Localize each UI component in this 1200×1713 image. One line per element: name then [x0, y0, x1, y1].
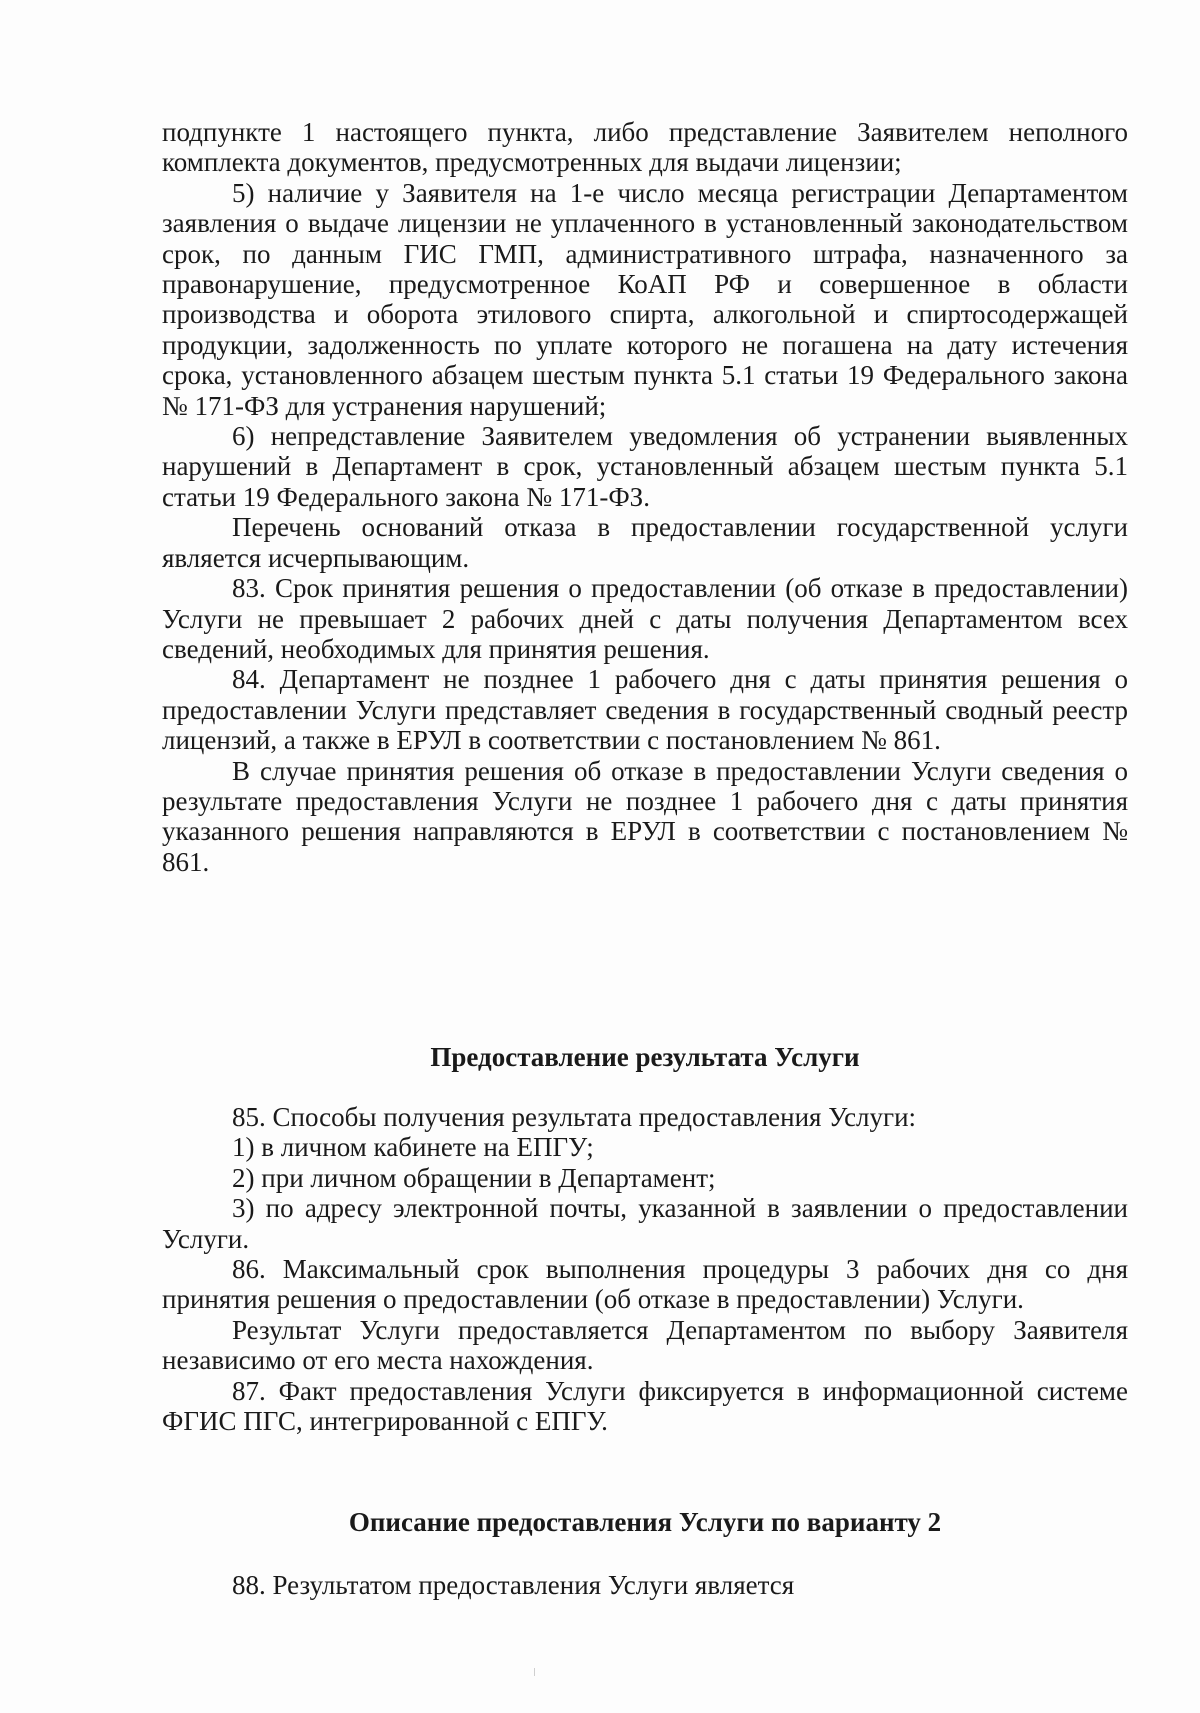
- paragraph-86: 86. Максимальный срок выполнения процедуры 3 рабочих дня со дня принятия решения о предоставлении (об отказе в предоставлении) Услуги.: [162, 1254, 1128, 1315]
- paragraph-result-delivery: Результат Услуги предоставляется Департаментом по выбору Заявителя независимо от его места нахождения.: [162, 1314, 1128, 1376]
- paragraph-87: 87. Факт предоставления Услуги фиксируется в информационной системе ФГИС ПГС, интегрированной с ЕПГУ.: [162, 1375, 1128, 1437]
- list-item-2: 2) при личном обращении в Департамент;: [232, 1162, 716, 1193]
- top-text-block: [162, 117, 1128, 877]
- paragraph-item-5: 5) наличие у Заявителя на 1-е число месяца регистрации Департаментом заявления о выдаче лицензии не уплаченного в установленный законодательством срок, по данным ГИС ГМП, административного штрафа, назначенного за правонарушение, предусмотренное КоАП РФ и совершенное в области производства и оборота этилового спирта, алкогольной и спиртосодержащей продукции, задолженность по уплате которого не погашена на дату истечения срока, установленного абзацем шестым пункта 5.1 статьи 19 Федерального закона № 171-ФЗ для устранения нарушений;: [162, 177, 1128, 421]
- paragraph-88: 88. Результатом предоставления Услуги является: [232, 1570, 795, 1600]
- section-heading-variant-2: Описание предоставления Услуги по варианту 2: [348, 1507, 942, 1537]
- paragraph-continuation: подпункте 1 настоящего пункта, либо представление Заявителем неполного комплекта документов, предусмотренных для выдачи лицензии;: [162, 117, 1128, 178]
- paragraph-refusal-case: В случае принятия решения об отказе в предоставлении Услуги сведения о результате предоставления Услуги не позднее 1 рабочего дня с даты принятия указанного решения направляются в ЕРУЛ в соответствии с постановлением № 861.: [162, 755, 1128, 877]
- section-heading-result: Предоставление результата Услуги: [430, 1042, 860, 1072]
- paragraph-item-6: 6) непредставление Заявителем уведомления об устранении выявленных нарушений в Департамент в срок, установленный абзацем шестым пункта 5.1 статьи 19 Федерального закона № 171-ФЗ.: [162, 421, 1128, 512]
- bottom-text-block: [162, 1570, 1128, 1600]
- list-item-3: 3) по адресу электронной почты, указанной в заявлении о предоставлении Услуги.: [162, 1193, 1128, 1254]
- middle-text-block: [162, 1102, 1128, 1436]
- scan-artifact-mark: [534, 1668, 535, 1676]
- list-item-1: 1) в личном кабинете на ЕПГУ;: [232, 1132, 594, 1163]
- paragraph-84: 84. Департамент не позднее 1 рабочего дня с даты принятия решения о предоставлении Услуги представляет сведения в государственный сводный реестр лицензий, а также в ЕРУЛ в соответствии с постановлением № 861.: [162, 664, 1128, 756]
- paragraph-83: 83. Срок принятия решения о предоставлении (об отказе в предоставлении) Услуги не превышает 2 рабочих дней с даты получения Департаментом всех сведений, необходимых для принятия решения.: [162, 573, 1128, 664]
- paragraph-exhaustive-list: Перечень оснований отказа в предоставлении государственной услуги является исчерпывающим.: [162, 512, 1128, 573]
- paragraph-85: 85. Способы получения результата предоставления Услуги:: [232, 1102, 917, 1132]
